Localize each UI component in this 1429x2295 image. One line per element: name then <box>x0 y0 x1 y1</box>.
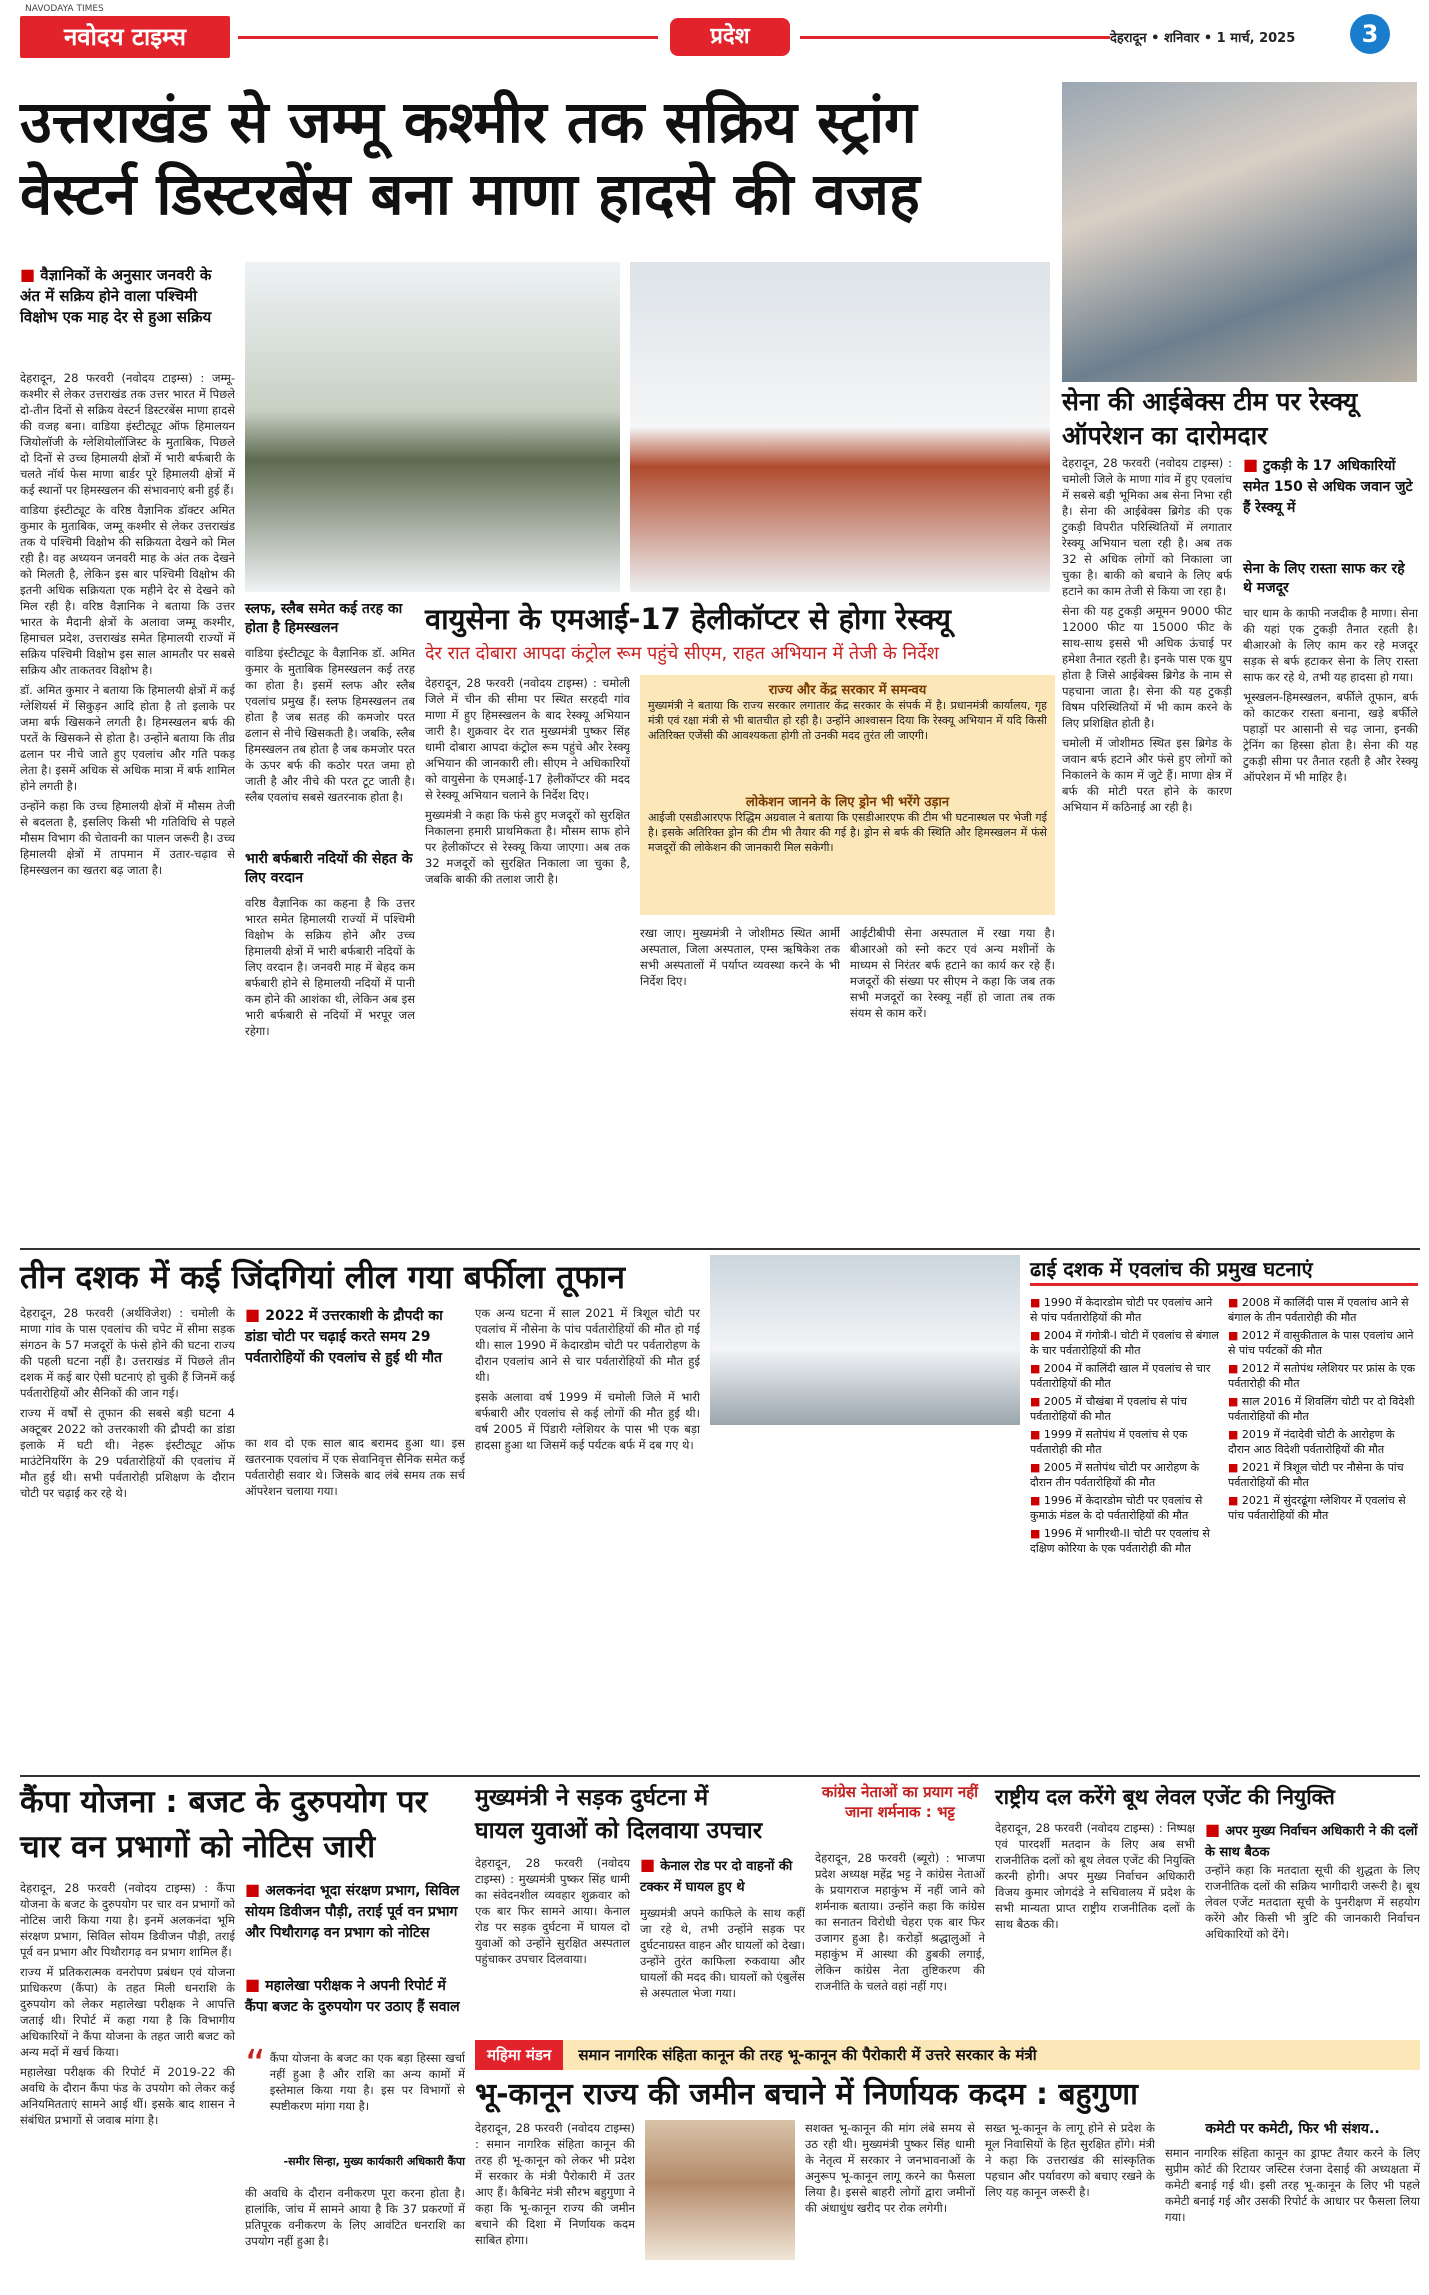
army-side-sub1: ■ टुकड़ी के 17 अधिकारियों समेत 150 से अधिक जवान जुटे हैं रेस्क्यू में <box>1243 455 1413 516</box>
avalanche-col-2: का शव दो एक साल बाद बरामद हुआ था। इस खतरनाक एवलांच में एक सेवानिवृत्त सैनिक समेत कई पर्वतारोही सवार थे। जिसके बाद लंबे समय तक सर्च ऑपरेशन चलाया गया। <box>245 1436 465 1498</box>
main-col-1: देहरादून, 28 फरवरी (नवोदय टाइम्स) : जम्मू-कश्मीर से लेकर उत्तराखंड तक उत्तर भारत में पिछले दो-तीन दिनों से सक्रिय वेस्टर्न डिस्टरबेंस माणा हादसे की वजह बना। वाडिया इंस्टीट्यूट ऑफ हिमालयन जियोलॉजी के ग्लेशियोलॉजिस्ट के मुताबिक, पिछले दो दिनों से उच्च हिमालयी क्षेत्रों में भारी बर्फबारी के चलते नॉर्थ फेस माणा बार्डर पूरे हिमालयी क्षेत्रों में कई स्थानों पर हिमस्खलन की संभावनाएं बनी हुई हैं। वाडिया इंस्टीट्यूट के वरिष्ठ वैज्ञानिक डॉक्टर अमित कुमार के मुताबिक, जम्मू कश्मीर से लेकर उत्तराखंड तक ये पश्चिमी विक्षोभ की सक्रियता देखने को मिल रही है। वह अध्ययन जनवरी माह के अंत तक देखने को मिलती है, लेकिन इस बार पश्चिमी विक्षोभ की इतनी अधिक सक्रियता एक महीने देर से देखने को मिल रही है। वरिष्ठ वैज्ञानिक ने बताया कि उत्तर भारत के मैदानी क्षेत्रों के अलावा जम्मू कश्मीर, हिमाचल प्रदेश, उत्तराखंड समेत हिमालयी राज्यों में सक्रिय पश्चिमी विक्षोभ इस साल आमतौर पर सबसे सक्रिय और ताकतवर विक्षोभ है। डॉ. अमित कुमार ने बताया कि हिमालयी क्षेत्रों में कई ग्लेशियर्स में सिकुड़न आदि होता है तो इलाके पर जमा बर्फ खिसकने लगती है। हिमस्खलन बर्फ की परतें के खिसकने से होता है। उन्होंने बताया कि तीव्र ढलान पर नीचे जाते हुए एवलांच और गति पकड़ लेता है। इसमें अधिक से अधिक मात्रा में बर्फ शामिल होने लगती है। उन्होंने कहा कि उच्च हिमालयी क्षेत्रों में मौसम तेजी से बदलता है, इसलिए किसी भी गतिविधि से पहले मौसम विभाग की चेतावनी का पालन जरूरी है। उच्च हिमालयी क्षेत्रों में तापमान में उतार-चढ़ाव से हिमस्खलन का खतरा बढ़ जाता है। <box>20 371 235 877</box>
campa-col-3: की अवधि के दौरान वनीकरण पूरा करना होता है। हालांकि, जांच में सामने आया है कि 37 प्रकरणों में प्रतिपूरक वनीकरण के लिए आवंटित धनराशि का उपयोग नहीं हुआ है। <box>245 2186 465 2248</box>
avalanche-col-3: एक अन्य घटना में साल 2021 में त्रिशूल चोटी पर एवलांच में नौसेना के पांच पर्वतारोहियों की मौत हो गई थी। साल 1990 में केदारडोम चोटी पर पर्वतारोहण के दौरान एवलांच आने से चार पर्वतारोहियों की मौत हुई थी। इसके अलावा वर्ष 1999 में चमोली जिले में भारी बर्फबारी और एवलांच से कई लोगों की मौत हुई थी। वर्ष 2005 में पिंडारी ग्लेशियर के पास भी एक बड़ा हादसा हुआ था जिसमें कई पर्यटक बर्फ में दब गए थे। <box>475 1306 700 1452</box>
rescue-col-1: देहरादून, 28 फरवरी (नवोदय टाइम्स) : चमोली जिले में चीन की सीमा पर स्थित सरहदी गांव माणा में हुए हिमस्खलन के बाद रेस्क्यू अभियान जारी है। शुक्रवार देर रात मुख्यमंत्री पुष्कर सिंह धामी दोबारा आपदा कंट्रोल रूम पहुंचे और रेस्क्यू अभियान की जानकारी ली। सीएम ने अधिकारियों को वायुसेना के एमआई-17 हेलीकॉप्टर की मदद से रेस्क्यू अभियान चलाने के निर्देश दिए। मुख्यमंत्री ने कहा कि फंसे हुए मजदूरों को सुरक्षित निकालना हमारी प्राथमिकता है। मौसम साफ होने पर हेलीकॉप्टर से रेस्क्यू किया जाएगा। अब तक 32 मजदूरों को सुरक्षित निकाला जा चुका है, जबकि बाकी की तलाश जारी है। <box>425 676 630 886</box>
event-item: ■ 2005 में सतोपंथ चोटी पर आरोहण के दौरान तीन पर्वतारोहियों की मौत <box>1030 1461 1200 1489</box>
rescue-col-3: आईटीबीपी सेना अस्पताल में रखा गया है। बीआरओ को स्नो कटर एवं अन्य मशीनों के माध्यम से निरंतर बर्फ हटाने का कार्य कर रहे हैं। मजदूरों की संख्या पर सीएम ने कहा कि जब तक सभी मजदूरों का रेस्क्यू नहीं हो जाता तब तक संयम से काम करें। <box>850 926 1055 1020</box>
land-col-1: देहरादून, 28 फरवरी (नवोदय टाइम्स) : समान नागरिक संहिता कानून की तरह ही भू-कानून को लेकर भी प्रदेश में सरकार के मंत्री पैरोकारी में उतर आए हैं। कैबिनेट मंत्री सौरभ बहुगुणा ने कहा कि भू-कानून राज्य की जमीन बचाने की दिशा में निर्णायक कदम साबित होगा। <box>475 2121 635 2247</box>
land-headline: भू-कानून राज्य की जमीन बचाने में निर्णायक कदम : बहुगुणा <box>475 2077 1138 2112</box>
booth-col-2: उन्होंने कहा कि मतदाता सूची की शुद्धता के लिए राजनीतिक दलों की सक्रिय भागीदारी जरूरी है। बूथ लेवल एजेंट मतदाता सूची के पुनरीक्षण में सहयोग करेंगे और किसी भी त्रुटि की जानकारी निर्वाचन अधिकारियों को देंगे। <box>1205 1863 1420 1941</box>
minister-portrait <box>645 2120 795 2260</box>
cm-headline-1: मुख्यमंत्री ने सड़क दुर्घटना में <box>475 1785 709 1811</box>
sidemid-sub1: स्लफ, स्लैब समेत कई तरह का होता है हिमस्खलन <box>245 601 403 636</box>
campa-quote <box>245 2042 465 2169</box>
cm-col-2: मुख्यमंत्री अपने काफिले के साथ कहीं जा रहे थे, तभी उन्होंने सड़क पर दुर्घटनाग्रस्त वाहन और घायलों को देखा। उन्होंने तुरंत काफिला रुकवाया और घायलों की मदद की। घायलों को एंबुलेंस से अस्पताल भेजा गया। <box>640 1906 805 2000</box>
main-kicker: ■ वैज्ञानिकों के अनुसार जनवरी के अंत में सक्रिय होने वाला पश्चिमी विक्षोभ एक माह देर से हुआ सक्रिय <box>20 265 212 326</box>
event-item: ■ 2004 में कालिंदी खाल में एवलांच से चार पर्वतारोहियों की मौत <box>1030 1362 1211 1390</box>
cm-sub: ■ केनाल रोड पर दो वाहनों की टक्कर में घायल हुए थे <box>640 1855 793 1895</box>
brand-small: NAVODAYA TIMES <box>25 4 104 14</box>
campa-headline-2: चार वन प्रभागों को नोटिस जारी <box>20 1829 376 1865</box>
events-right <box>1228 1295 1418 1526</box>
photo-avalanche-rescue <box>710 1255 1020 1425</box>
event-item: ■ 1996 में केदारडोम चोटी पर एवलांच से कुमाऊं मंडल के दो पर्वतारोहियों की मौत <box>1030 1494 1203 1522</box>
congress-text: देहरादून, 28 फरवरी (ब्यूरो) : भाजपा प्रदेश अध्यक्ष महेंद्र भट्ट ने कांग्रेस नेताओं के प्रयागराज महाकुंभ में नहीं जाने को शर्मनाक बताया। उन्होंने कहा कि कांग्रेस का सनातन विरोधी चेहरा एक बार फिर उजागर हुआ है। करोड़ों श्रद्धालुओं ने महाकुंभ में आस्था की डुबकी लगाई, लेकिन कांग्रेस नेता तुष्टिकरण की राजनीति के चलते वहां नहीं गए। <box>815 1851 985 1993</box>
avalanche-box: ■ 2022 में उत्तरकाशी के द्रौपदी का डांडा चोटी पर चढ़ाई करते समय 29 पर्वतारोहियों की एवलांच से हुई थी मौत <box>245 1305 443 1366</box>
rescue-box-title: राज्य और केंद्र सरकार में समन्वय <box>768 683 927 698</box>
events-title: ढाई दशक में एवलांच की प्रमुख घटनाएं <box>1030 1255 1418 1286</box>
campa-quote-text: कैंपा योजना के बजट का एक बड़ा हिस्सा खर्चा नहीं हुआ है और राशि का अन्य कामों में इस्तेमाल किया गया है। इस पर विभागों से स्पष्टीकरण मांगा गया है। <box>269 2051 465 2113</box>
rescue-deck: देर रात दोबारा आपदा कंट्रोल रूम पहुंचे सीएम, राहत अभियान में तेजी के निर्देश <box>425 643 939 664</box>
divider-2 <box>20 1775 1420 1777</box>
rescue-col-2: रखा जाए। मुख्यमंत्री ने जोशीमठ स्थित आर्मी अस्पताल, जिला अस्पताल, एम्स ऋषिकेश तक सभी अस्पतालों में पर्याप्त व्यवस्था करने के भी निर्देश दिए। <box>640 926 840 988</box>
land-col-2: सशक्त भू-कानून की मांग लंबे समय से उठ रही थी। मुख्यमंत्री पुष्कर सिंह धामी के नेतृत्व में सरकार ने जनभावनाओं के अनुरूप भू-कानून लागू करने का फैसला लिया है। इससे बाहरी लोगों द्वारा जमीनों की अंधाधुंध खरीद पर रोक लगेगी। <box>805 2121 975 2215</box>
event-item: ■ 2019 में नंदादेवी चोटी के आरोहण के दौरान आठ विदेशी पर्वतारोहियों की मौत <box>1228 1428 1395 1456</box>
congress-headline: कांग्रेस नेताओं का प्रयाग नहीं जाना शर्मनाक : भट्ट <box>821 1783 979 1821</box>
campa-box-1: ■ अलकनंदा भूदा संरक्षण प्रभाग, सिविल सोयम डिवीजन पौड़ी, तराई पूर्व वन प्रभाग और पिथौरागढ़ वन प्रभाग को नोटिस <box>245 1880 460 1941</box>
rescue-box-text: मुख्यमंत्री ने बताया कि राज्य सरकार लगातार केंद्र सरकार के संपर्क में है। प्रधानमंत्री कार्यालय, गृह मंत्री एवं रक्षा मंत्री से भी बातचीत हो रही है। उन्होंने आश्वासन दिया कि रेस्क्यू अभियान में यदि किसी अतिरिक्त एजेंसी की आवश्यकता होगी तो उनकी मदद तुरंत ली जाएगी। <box>648 699 1047 742</box>
events-box <box>1030 1255 1418 1770</box>
rescue-headline: वायुसेना के एमआई-17 हेलीकॉप्टर से होगा रेस्क्यू <box>425 602 951 636</box>
photo-soldiers-snow <box>245 262 620 592</box>
main-headline-1: उत्तराखंड से जम्मू कश्मीर तक सक्रिय स्ट्रांग <box>20 88 917 156</box>
army-headline: सेना की आईबेक्स टीम पर रेस्क्यू ऑपरेशन का दारोमदार <box>1062 387 1358 450</box>
rescue-box-title2: लोकेशन जानने के लिए ड्रोन भी भरेंगे उड़ान <box>745 795 950 810</box>
land-col-3: सख्त भू-कानून के लागू होने से प्रदेश के मूल निवासियों के हित सुरक्षित होंगे। मंत्री ने कहा कि उत्तराखंड की सांस्कृतिक पहचान और पर्यावरण को बचाए रखने के लिए यह कानून जरूरी है। <box>985 2121 1155 2199</box>
rescue-box-text2: आईजी एसडीआरएफ रिद्धिम अग्रवाल ने बताया कि एसडीआरएफ की टीम भी घटनास्थल पर भेजी गई है। इसके अतिरिक्त ड्रोन की टीम भी तैयार की गई है। ड्रोन से बर्फ की स्थिति और हिमस्खलन में फंसे मजदूरों की लोकेशन की जानकारी मिल सकेगी। <box>648 811 1047 854</box>
rescue-box <box>640 675 1055 915</box>
event-item: ■ 2005 में चौखंबा में एवलांच से पांच पर्वतारोहियों की मौत <box>1030 1395 1187 1423</box>
kicker-bullet: ■ <box>20 265 36 284</box>
avalanche-col-1: देहरादून, 28 फरवरी (अर्थविजेश) : चमोली के माणा गांव के पास एवलांच की चपेट में सीमा सड़क संगठन के 57 मजदूरों के फंसे होने की घटना राज्य की पहली घटना नहीं है। उत्तराखंड में पिछले तीन दशक में कई बार ऐसी घटनाएं हो चुकी हैं जिनमें कई पर्वतारोहियों और सैनिकों की जान गई। राज्य में वर्षों से तूफान की सबसे बड़ी घटना 4 अक्टूबर 2022 को उत्तरकाशी की द्रौपदी का डांडा इलाके में घटी थी। नेहरू इंस्टीट्यूट ऑफ माउंटेनियरिंग के 29 पर्वतारोहियों की एवलांच में मौत हुई थी। सभी पर्वतारोही प्रशिक्षण के दौरान चोटी पर चढ़ाई कर रहे थे। <box>20 1306 235 1500</box>
campa-headline-1: कैंपा योजना : बजट के दुरुपयोग पर <box>20 1784 428 1820</box>
dateline: देहरादून • शनिवार • 1 मार्च, 2025 <box>1110 31 1296 46</box>
avalanche-headline: तीन दशक में कई जिंदगियां लील गया बर्फीला तूफान <box>20 1258 626 1296</box>
land-sub: कमेटी पर कमेटी, फिर भी संशय.. <box>1205 2121 1380 2137</box>
booth-sub: ■ अपर मुख्य निर्वाचन अधिकारी ने की दलों के साथ बैठक <box>1205 1820 1418 1860</box>
army-side-sub2: सेना के लिए रास्ता साफ कर रहे थे मजदूर <box>1243 561 1405 596</box>
army-col-1: देहरादून, 28 फरवरी (नवोदय टाइम्स) : चमोली जिले के माणा गांव में हुए एवलांच में सबसे बड़ी भूमिका अब सेना निभा रही है। सेना की आईबेक्स ब्रिगेड की एक टुकड़ी विपरीत परिस्थितियों में लगातार रेस्क्यू अभियान चला रही है। अब तक 32 से अधिक लोगों को निकाला जा चुका है। बाकी को बचाने के लिए बर्फ हटाने का काम तेजी से किया जा रहा है। सेना की यह टुकड़ी अमूमन 9000 फीट 12000 फीट या 15000 फीट के साथ-साथ इससे भी अधिक ऊंचाई पर हमेशा तैनात रहती है। इनके पास एक ग्रुप होता है जिसे आईबेक्स ब्रिगेड के नाम से पहचाना जाता है। सेना की यह टुकड़ी विषम परिस्थितियों में भी काम करने के लिए प्रशिक्षित होती है। चमोली में जोशीमठ स्थित इस ब्रिगेड के जवान बर्फ हटाने और फंसे हुए लोगों को निकालने के काम में जुटे हैं। माणा क्षेत्र में बर्फ की मोटी परत होने के कारण अभियान में कठिनाई आ रही है। <box>1062 456 1232 814</box>
booth-headline: राष्ट्रीय दल करेंगे बूथ लेवल एजेंट की नियुक्ति <box>995 1785 1335 1809</box>
campa-quote-by: -समीर सिन्हा, मुख्य कार्यकारी अधिकारी कैंपा <box>283 2155 465 2168</box>
cm-col-1: देहरादून, 28 फरवरी (नवोदय टाइम्स) : मुख्यमंत्री पुष्कर सिंह धामी का संवेदनशील व्यवहार शुक्रवार को एक बार फिर सामने आया। केनाल रोड पर सड़क दुर्घटना में घायल दो युवाओं को उन्होंने सुरक्षित अस्पताल पहुंचाकर उपचार दिलवाया। <box>475 1856 630 1966</box>
photo-snow-camp <box>630 262 1050 592</box>
land-col-4: समान नागरिक संहिता कानून का ड्राफ्ट तैयार करने के लिए सुप्रीम कोर्ट की रिटायर जस्टिस रंजना देसाई की अध्यक्षता में कमेटी बनाई गई थी। इसी तरह भू-कानून के लिए भी पहले कमेटी बनाई गई और उसकी रिपोर्ट के आधार पर फैसला लिया गया। <box>1165 2146 1420 2224</box>
land-banner-tag: महिमा मंडन <box>475 2040 563 2070</box>
brand-logo[interactable]: नवोदय टाइम्स <box>20 16 230 58</box>
event-item: ■ 2021 में सुंदरढूंगा ग्लेशियर में एवलांच से पांच पर्वतारोहियों की मौत <box>1228 1494 1406 1522</box>
land-banner-text: समान नागरिक संहिता कानून की तरह भू-कानून की पैरोकारी में उत्तरे सरकार के मंत्री <box>578 2046 1037 2064</box>
event-item: ■ 2012 में सतोपंथ ग्लेशियर पर फ्रांस के एक पर्वतारोही की मौत <box>1228 1362 1416 1390</box>
sidemid-text2: वरिष्ठ वैज्ञानिक का कहना है कि उत्तर भारत समेत हिमालयी राज्यों में पश्चिमी विक्षोभ के सक्रिय होने और उच्च हिमालयी क्षेत्रों में भारी बर्फबारी नदियों के लिए वरदान है। जनवरी माह में बेहद कम बर्फबारी होने से हिमालयी नदियों में पानी कम होने की आशंका थी, लेकिन अब इस भारी बर्फबारी से नदियों में भरपूर जल रहेगा। <box>245 896 415 1038</box>
event-item: ■ 2004 में गंगोत्री-I चोटी में एवलांच से बंगाल के चार पर्वतारोहियों की मौत <box>1030 1329 1219 1357</box>
event-item: ■ 2012 में वासुकीताल के पास एवलांच आने से पांच पर्यटकों की मौत <box>1228 1329 1414 1357</box>
page-number: 3 <box>1350 14 1390 54</box>
sidemid-sub2: भारी बर्फबारी नदियों की सेहत के लिए वरदान <box>245 851 413 886</box>
campa-col-1: देहरादून, 28 फरवरी (नवोदय टाइम्स) : कैंपा योजना के बजट के दुरुपयोग पर चार वन प्रभागों को नोटिस जारी किया गया है। इनमें अलकनंदा भूमि संरक्षण प्रभाग, सिविल सोयम डिवीजन पौड़ी, तराई पूर्व वन प्रभाग और पिथौरागढ़ वन प्रभाग शामिल हैं। राज्य में प्रतिकरात्मक वनरोपण प्रबंधन एवं योजना प्राधिकरण (कैंपा) के तहत मिली धनराशि के दुरुपयोग को लेकर महालेखा परीक्षक ने आपत्ति जताई थी। रिपोर्ट में कहा गया है कि विभागीय अधिकारियों ने कैंपा योजना के तहत जारी बजट को अन्य मदों में खर्च किया। महालेखा परीक्षक की रिपोर्ट में 2019-22 की अवधि के दौरान कैंपा फंड के उपयोग को लेकर कई अनियमितताएं सामने आई थीं। इसके बाद शासन ने संबंधित प्रभागों से जवाब मांगा है। <box>20 1881 235 2127</box>
land-banner <box>475 2040 1420 2070</box>
divider-1 <box>20 1248 1420 1250</box>
sidemid-text1: वाडिया इंस्टीट्यूट के वैज्ञानिक डॉ. अमित कुमार के मुताबिक हिमस्खलन कई तरह का होता है। इसमें स्लफ और स्लैब एवलांच प्रमुख हैं। स्लफ हिमस्खलन तब होता है जब सतह की कमजोर परत ढलान से नीचे खिसकती है। जबकि, स्लैब हिमस्खलन तब होता है जब कमजोर परत के ऊपर बर्फ की कठोर परत जमा हो जाती है और नीचे की परत टूट जाती है। स्लैब एवलांच सबसे खतरनाक होता है। <box>245 646 415 804</box>
main-headline-2: वेस्टर्न डिस्टरबेंस बना माणा हादसे की वजह <box>20 160 920 228</box>
cm-headline-2: घायल युवाओं को दिलवाया उपचार <box>475 1818 763 1844</box>
event-item: ■ साल 2016 में शिवलिंग चोटी पर दो विदेशी पर्वतारोहियों की मौत <box>1228 1395 1415 1423</box>
campa-box-2: ■ महालेखा परीक्षक ने अपनी रिपोर्ट में कैंपा बजट के दुरुपयोग पर उठाए हैं सवाल <box>245 1975 460 2015</box>
rescue-photo-injured <box>1062 82 1417 382</box>
event-item: ■ 1999 में सतोपंथ में एवलांच से एक पर्वतारोही की मौत <box>1030 1428 1188 1456</box>
header-rule-left <box>238 36 658 39</box>
masthead <box>0 0 1429 80</box>
event-item: ■ 1990 में केदारडोम चोटी पर एवलांच आने से पांच पर्वतारोहियों की मौत <box>1030 1296 1213 1324</box>
header-rule-right <box>800 36 1110 39</box>
event-item: ■ 2021 में त्रिशूल चोटी पर नौसेना के पांच पर्वतारोहियों की मौत <box>1228 1461 1404 1489</box>
section-tab[interactable]: प्रदेश <box>670 18 790 56</box>
event-item: ■ 1996 में भागीरथी-II चोटी पर एवलांच से दक्षिण कोरिया के एक पर्वतारोही की मौत <box>1030 1527 1210 1555</box>
events-left <box>1030 1295 1220 1559</box>
army-side-col: चार धाम के काफी नजदीक है माणा। सेना की यहां एक टुकड़ी तैनात रहती है। बीआरओ के लिए काम कर रहे मजदूर सड़क से बर्फ हटाकर सेना के लिए रास्ता साफ कर रहे थे, तभी यह हादसा हो गया। भूस्खलन-हिमस्खलन, बर्फीले तूफान, बर्फ को काटकर रास्ता बनाना, खड़े बर्फीले पहाड़ों पर आसानी से चढ़ जाना, इनकी ट्रेनिंग का हिस्सा होता है। सेना की यह टुकड़ी सीमा पर तैनात रहती है और रेस्क्यू ऑपरेशन में भी माहिर है। <box>1243 606 1418 784</box>
booth-col-1: देहरादून, 28 फरवरी (नवोदय टाइम्स) : निष्पक्ष एवं पारदर्शी मतदान के लिए अब सभी राजनीतिक दलों को बूथ लेवल एजेंट की नियुक्ति करनी होगी। अपर मुख्य निर्वाचन अधिकारी विजय कुमार जोगदंडे ने सचिवालय में प्रदेश के सभी मान्यता प्राप्त राष्ट्रीय राजनीतिक दलों के साथ बैठक की। <box>995 1821 1195 1931</box>
event-item: ■ 2008 में कालिंदी पास में एवलांच आने से बंगाल के तीन पर्वतारोही की मौत <box>1228 1296 1409 1324</box>
quote-icon: “ <box>245 2042 266 2088</box>
